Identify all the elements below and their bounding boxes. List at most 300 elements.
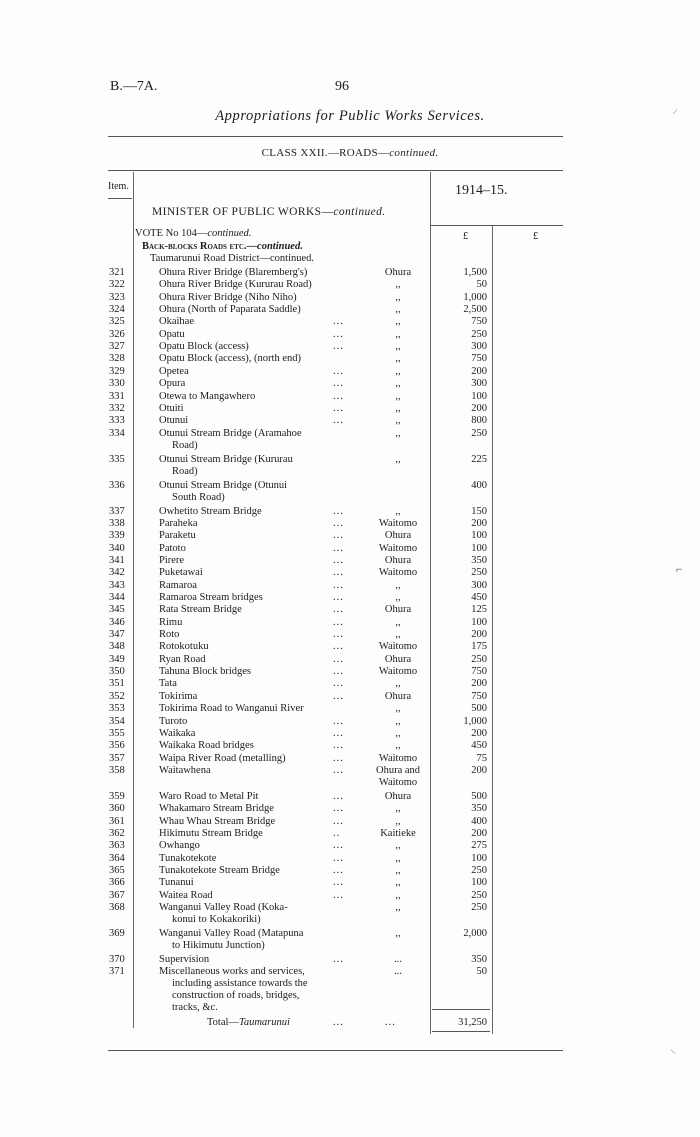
item-number: 321 bbox=[109, 267, 125, 278]
electorate: ,, bbox=[395, 852, 401, 864]
amount: 200 bbox=[471, 764, 487, 776]
item-name: Paraheka bbox=[159, 517, 198, 529]
leader-dots: ... bbox=[333, 666, 344, 678]
table-row bbox=[0, 506, 700, 518]
leader-dots: ... bbox=[333, 690, 344, 702]
electorate: ,, bbox=[395, 928, 401, 940]
amount: 200 bbox=[471, 827, 487, 839]
amount: 300 bbox=[471, 579, 487, 591]
table-row bbox=[0, 617, 700, 629]
electorate: ,, bbox=[395, 328, 401, 340]
amount: 100 bbox=[471, 616, 487, 628]
leader-dots: ... bbox=[333, 803, 344, 815]
item-name: Owhetito Stream Bridge bbox=[159, 505, 262, 517]
amount: 225 bbox=[471, 453, 487, 465]
amount: 75 bbox=[476, 752, 487, 764]
item-name: Ohura River Bridge (Blaremberg's) bbox=[159, 267, 308, 278]
electorate: Waitomo bbox=[378, 567, 418, 579]
header-rule bbox=[108, 136, 563, 137]
item-name-continued: construction of roads, bridges, bbox=[172, 990, 300, 1002]
table-row bbox=[0, 966, 700, 978]
item-name: Waikaka bbox=[159, 727, 196, 739]
amount: 275 bbox=[471, 840, 487, 852]
table-row bbox=[0, 716, 700, 728]
electorate: ,, bbox=[395, 592, 401, 603]
item-number: 371 bbox=[109, 966, 125, 978]
table-row bbox=[0, 567, 700, 579]
electorate: ,, bbox=[395, 415, 401, 427]
table-row bbox=[0, 316, 700, 328]
item-name: Ohura (North of Paparata Saddle) bbox=[159, 304, 301, 316]
electorate: Ohura bbox=[384, 267, 412, 278]
item-name: Tata bbox=[159, 678, 177, 690]
item-number: 370 bbox=[109, 954, 125, 966]
table-row bbox=[0, 803, 700, 815]
item-name: Opatu Block (access) bbox=[159, 341, 249, 353]
electorate: Kaitieke bbox=[380, 827, 416, 839]
electorate: ,, bbox=[395, 727, 401, 739]
leader-dots: .. bbox=[333, 827, 341, 839]
amount: 750 bbox=[471, 353, 487, 365]
amount: 200 bbox=[471, 678, 487, 690]
item-number: 342 bbox=[109, 567, 125, 579]
leader-dots: ... bbox=[333, 852, 344, 864]
item-number: 364 bbox=[109, 852, 125, 864]
table-row bbox=[0, 366, 700, 378]
item-number: 359 bbox=[109, 790, 125, 802]
class-title: CLASS XXII.—ROADS—continued. bbox=[261, 147, 439, 159]
item-name: Rotokotuku bbox=[159, 641, 209, 653]
table-row bbox=[0, 791, 700, 803]
amount: 350 bbox=[471, 554, 487, 566]
item-name: Owhango bbox=[159, 840, 200, 852]
amount: 1,000 bbox=[463, 715, 487, 727]
amount: 2,500 bbox=[463, 304, 487, 316]
amount: 100 bbox=[471, 390, 487, 402]
leader-dots: ... bbox=[333, 877, 344, 889]
item-number: 362 bbox=[109, 827, 125, 839]
table-top-rule bbox=[108, 170, 563, 171]
amount: 250 bbox=[471, 328, 487, 340]
leader-dots: ... bbox=[333, 815, 344, 827]
item-number: 345 bbox=[109, 604, 125, 616]
total-underline bbox=[432, 1031, 490, 1032]
item-name: Supervision bbox=[159, 954, 210, 966]
electorate: ,, bbox=[395, 279, 401, 291]
document-code: B.—7A. bbox=[110, 79, 158, 94]
total-dots: ... bbox=[333, 1017, 344, 1028]
item-name: Otunui bbox=[159, 415, 189, 427]
electorate: ,, bbox=[395, 740, 401, 752]
table-row bbox=[0, 403, 700, 415]
currency-symbol-2: £ bbox=[533, 231, 539, 242]
item-number: 322 bbox=[109, 279, 125, 291]
electorate: ,, bbox=[395, 353, 401, 365]
table-row bbox=[0, 341, 700, 353]
amount: 500 bbox=[471, 703, 487, 715]
item-column-header: Item. bbox=[108, 181, 129, 192]
item-name: Hikimutu Stream Bridge bbox=[159, 827, 263, 839]
item-name: Waitea Road bbox=[159, 889, 213, 901]
leader-dots: ... bbox=[333, 542, 344, 554]
table-row bbox=[0, 703, 700, 715]
table-row bbox=[0, 641, 700, 653]
item-name-continued: tracks, &c. bbox=[172, 1002, 218, 1014]
electorate: ,, bbox=[395, 291, 401, 303]
amount: 300 bbox=[471, 341, 487, 353]
table-row bbox=[0, 428, 700, 440]
item-number: 348 bbox=[109, 641, 125, 653]
item-name: Ryan Road bbox=[159, 653, 206, 665]
amount: 175 bbox=[471, 641, 487, 653]
item-name: Tokirima bbox=[159, 690, 198, 702]
amount: 250 bbox=[471, 865, 487, 876]
item-name: Roto bbox=[159, 629, 180, 641]
leader-dots: ... bbox=[333, 740, 344, 752]
item-name: Tunakotekote bbox=[159, 852, 217, 864]
item-name: Otewa to Mangawhero bbox=[159, 390, 256, 402]
table-row bbox=[0, 840, 700, 852]
amount: 100 bbox=[471, 877, 487, 889]
item-name: Opetea bbox=[159, 365, 189, 377]
page-title: Appropriations for Public Works Services. bbox=[215, 108, 485, 124]
table-row bbox=[0, 329, 700, 341]
table-row bbox=[0, 454, 700, 466]
electorate: Waitomo bbox=[378, 752, 418, 764]
item-number: 324 bbox=[109, 304, 125, 316]
table-row bbox=[0, 267, 700, 279]
electorate: ,, bbox=[395, 316, 401, 328]
leader-dots: ... bbox=[333, 678, 344, 690]
leader-dots: ... bbox=[333, 567, 344, 579]
table-row bbox=[0, 728, 700, 740]
item-number: 357 bbox=[109, 752, 125, 764]
electorate: Ohura bbox=[384, 690, 412, 702]
electorate: Ohura and bbox=[375, 764, 421, 776]
leader-dots: ... bbox=[333, 579, 344, 591]
item-number: 343 bbox=[109, 579, 125, 591]
amount: 250 bbox=[471, 653, 487, 665]
table-row bbox=[0, 353, 700, 365]
amount: 200 bbox=[471, 629, 487, 641]
item-name: Waro Road to Metal Pit bbox=[159, 790, 259, 802]
item-name: Ohura River Bridge (Kururau Road) bbox=[159, 279, 312, 291]
item-number: 340 bbox=[109, 542, 125, 554]
amount: 200 bbox=[471, 365, 487, 377]
item-number: 358 bbox=[109, 764, 125, 776]
item-number: 363 bbox=[109, 840, 125, 852]
electorate: ,, bbox=[395, 505, 401, 517]
electorate: Waitomo bbox=[378, 542, 418, 554]
electorate: ,, bbox=[395, 579, 401, 591]
electorate: ,, bbox=[395, 678, 401, 690]
item-number: 354 bbox=[109, 715, 125, 727]
table-row bbox=[0, 877, 700, 889]
table-row bbox=[0, 518, 700, 530]
electorate: Waitomo bbox=[378, 666, 418, 678]
leader-dots: ... bbox=[333, 865, 344, 876]
item-number: 355 bbox=[109, 727, 125, 739]
table-row bbox=[0, 828, 700, 840]
item-number: 366 bbox=[109, 877, 125, 889]
table-row bbox=[0, 666, 700, 678]
item-number: 347 bbox=[109, 629, 125, 641]
item-number: 346 bbox=[109, 616, 125, 628]
table-row bbox=[0, 415, 700, 427]
table-row bbox=[0, 865, 700, 877]
leader-dots: ... bbox=[333, 840, 344, 852]
leader-dots: ... bbox=[333, 764, 344, 776]
electorate: ,, bbox=[395, 453, 401, 465]
leader-dots: ... bbox=[333, 505, 344, 517]
leader-dots: ... bbox=[333, 554, 344, 566]
item-name: Otunui Stream Bridge (Otunui bbox=[159, 479, 288, 491]
table-row bbox=[0, 890, 700, 902]
item-name: Wanganui Valley Road (Matapuna bbox=[159, 928, 304, 940]
total-rule bbox=[432, 1009, 490, 1010]
amount: 1,500 bbox=[463, 267, 487, 278]
amount: 750 bbox=[471, 666, 487, 678]
page-number: 96 bbox=[335, 79, 349, 94]
electorate: ,, bbox=[395, 703, 401, 715]
leader-dots: ... bbox=[333, 530, 344, 542]
item-name: Puketawai bbox=[159, 567, 203, 579]
electorate: ,, bbox=[395, 877, 401, 889]
amount: 350 bbox=[471, 954, 487, 966]
amount: 500 bbox=[471, 790, 487, 802]
item-name: Ramaroa Stream bridges bbox=[159, 592, 263, 603]
leader-dots: ... bbox=[333, 316, 344, 328]
item-number: 336 bbox=[109, 479, 125, 491]
amount: 200 bbox=[471, 517, 487, 529]
total-dots: ... bbox=[385, 1017, 396, 1028]
item-name-continued: Road) bbox=[172, 465, 198, 477]
item-number: 339 bbox=[109, 530, 125, 542]
item-name: Otunui Stream Bridge (Aramahoe bbox=[159, 427, 302, 439]
item-number: 367 bbox=[109, 889, 125, 901]
amount: 400 bbox=[471, 479, 487, 491]
table-row bbox=[0, 530, 700, 542]
item-number: 351 bbox=[109, 678, 125, 690]
table-row bbox=[0, 816, 700, 828]
amount: 100 bbox=[471, 530, 487, 542]
item-number: 337 bbox=[109, 505, 125, 517]
amount: 750 bbox=[471, 690, 487, 702]
electorate: ,, bbox=[395, 378, 401, 390]
table-row bbox=[0, 543, 700, 555]
item-number: 331 bbox=[109, 390, 125, 402]
item-name-continued: to Hikimutu Junction) bbox=[172, 940, 265, 952]
amount: 50 bbox=[476, 966, 487, 978]
amount: 50 bbox=[476, 279, 487, 291]
table-row bbox=[0, 555, 700, 567]
leader-dots: ... bbox=[333, 715, 344, 727]
item-number: 333 bbox=[109, 415, 125, 427]
item-name: Waitawhena bbox=[159, 764, 211, 776]
electorate: Ohura bbox=[384, 653, 412, 665]
item-number: 349 bbox=[109, 653, 125, 665]
table-row bbox=[0, 391, 700, 403]
currency-symbol-1: £ bbox=[463, 231, 469, 242]
margin-mark: ⸝ bbox=[672, 102, 679, 116]
item-number: 330 bbox=[109, 378, 125, 390]
leader-dots: ... bbox=[333, 629, 344, 641]
table-row bbox=[0, 902, 700, 914]
item-name: Rata Stream Bridge bbox=[159, 604, 242, 616]
item-name: Ohura River Bridge (Niho Niho) bbox=[159, 291, 297, 303]
item-name: Patoto bbox=[159, 542, 186, 554]
table-row bbox=[0, 740, 700, 752]
item-number: 361 bbox=[109, 815, 125, 827]
item-name: Turoto bbox=[159, 715, 188, 727]
electorate-continued: Waitomo bbox=[378, 776, 418, 788]
electorate: Ohura bbox=[384, 790, 412, 802]
electorate: Waitomo bbox=[378, 517, 418, 529]
amount: 750 bbox=[471, 316, 487, 328]
item-number: 334 bbox=[109, 427, 125, 439]
amount: 1,000 bbox=[463, 291, 487, 303]
item-number: 332 bbox=[109, 402, 125, 414]
total-label: Total—Taumarunui bbox=[207, 1017, 290, 1028]
electorate: ,, bbox=[395, 390, 401, 402]
electorate: ,, bbox=[395, 365, 401, 377]
item-name: Opatu Block (access), (north end) bbox=[159, 353, 301, 365]
item-number: 369 bbox=[109, 928, 125, 940]
item-name: Tunanui bbox=[159, 877, 194, 889]
vote-heading: VOTE No 104—continued. bbox=[135, 228, 252, 239]
ministry-heading: MINISTER OF PUBLIC WORKS—continued. bbox=[152, 206, 386, 218]
year-header: 1914–15. bbox=[455, 183, 508, 198]
amount: 100 bbox=[471, 542, 487, 554]
item-number: 326 bbox=[109, 328, 125, 340]
leader-dots: ... bbox=[333, 954, 344, 966]
table-row bbox=[0, 480, 700, 492]
table-row bbox=[0, 292, 700, 304]
item-number: 329 bbox=[109, 365, 125, 377]
amount: 2,000 bbox=[463, 928, 487, 940]
leader-dots: ... bbox=[333, 727, 344, 739]
table-row bbox=[0, 378, 700, 390]
electorate: ,, bbox=[395, 629, 401, 641]
amount: 150 bbox=[471, 505, 487, 517]
amount: 200 bbox=[471, 727, 487, 739]
item-name: Miscellaneous works and services, bbox=[159, 966, 305, 978]
table-row bbox=[0, 604, 700, 616]
amount: 200 bbox=[471, 402, 487, 414]
item-name: Ramaroa bbox=[159, 579, 197, 591]
amount: 450 bbox=[471, 592, 487, 603]
leader-dots: ... bbox=[333, 341, 344, 353]
leader-dots: ... bbox=[333, 592, 344, 603]
electorate: ,, bbox=[395, 304, 401, 316]
electorate: ,, bbox=[395, 715, 401, 727]
item-name: Rimu bbox=[159, 616, 183, 628]
amount: 300 bbox=[471, 378, 487, 390]
item-name: Tokirima Road to Wanganui River bbox=[159, 703, 304, 715]
item-name: Otunui Stream Bridge (Kururau bbox=[159, 453, 293, 465]
electorate: ... bbox=[394, 966, 402, 978]
electorate: Ohura bbox=[384, 604, 412, 616]
item-number: 365 bbox=[109, 865, 125, 876]
table-row bbox=[0, 765, 700, 777]
amount: 350 bbox=[471, 803, 487, 815]
table-row bbox=[0, 678, 700, 690]
item-number: 323 bbox=[109, 291, 125, 303]
item-number: 352 bbox=[109, 690, 125, 702]
item-name: Otuiti bbox=[159, 402, 184, 414]
table-row bbox=[0, 928, 700, 940]
item-number: 360 bbox=[109, 803, 125, 815]
amount: 250 bbox=[471, 567, 487, 579]
electorate: ,, bbox=[395, 616, 401, 628]
item-name-continued: konui to Kokakoriki) bbox=[172, 914, 261, 926]
electorate: ,, bbox=[395, 341, 401, 353]
item-number: 353 bbox=[109, 703, 125, 715]
item-number: 335 bbox=[109, 453, 125, 465]
item-number: 341 bbox=[109, 554, 125, 566]
item-name: Pirere bbox=[159, 554, 185, 566]
electorate: Waitomo bbox=[378, 641, 418, 653]
footer-rule bbox=[108, 1050, 563, 1051]
leader-dots: ... bbox=[333, 390, 344, 402]
item-name-continued: Road) bbox=[172, 439, 198, 451]
amount: 250 bbox=[471, 902, 487, 914]
leader-dots: ... bbox=[333, 641, 344, 653]
item-name: Waipa River Road (metalling) bbox=[159, 752, 286, 764]
table-row bbox=[0, 279, 700, 291]
leader-dots: ... bbox=[333, 378, 344, 390]
item-number: 356 bbox=[109, 740, 125, 752]
table-row bbox=[0, 691, 700, 703]
total-amount: 31,250 bbox=[458, 1017, 487, 1028]
item-underline bbox=[108, 198, 132, 199]
leader-dots: ... bbox=[333, 889, 344, 901]
amount: 125 bbox=[471, 604, 487, 616]
item-name: Paraketu bbox=[159, 530, 196, 542]
item-name: Opatu bbox=[159, 328, 185, 340]
leader-dots: ... bbox=[333, 604, 344, 616]
leader-dots: ... bbox=[333, 517, 344, 529]
electorate: ,, bbox=[395, 902, 401, 914]
leader-dots: ... bbox=[333, 653, 344, 665]
item-name: Waikaka Road bridges bbox=[159, 740, 254, 752]
item-name: Wanganui Valley Road (Koka- bbox=[159, 902, 288, 914]
electorate: ,, bbox=[395, 889, 401, 901]
electorate: ... bbox=[394, 954, 402, 966]
item-number: 328 bbox=[109, 353, 125, 365]
leader-dots: ... bbox=[333, 616, 344, 628]
leader-dots: ... bbox=[333, 365, 344, 377]
electorate: ,, bbox=[395, 865, 401, 876]
year-underline bbox=[430, 225, 563, 226]
item-name: Whakamaro Stream Bridge bbox=[159, 803, 274, 815]
item-name-continued: South Road) bbox=[172, 491, 225, 503]
item-name-continued: including assistance towards the bbox=[172, 978, 308, 990]
item-name: Whau Whau Stream Bridge bbox=[159, 815, 276, 827]
amount: 800 bbox=[471, 415, 487, 427]
leader-dots: ... bbox=[333, 790, 344, 802]
amount: 450 bbox=[471, 740, 487, 752]
leader-dots: ... bbox=[333, 402, 344, 414]
district-heading: Taumarunui Road District—continued. bbox=[150, 253, 315, 264]
electorate: ,, bbox=[395, 402, 401, 414]
table-row bbox=[0, 853, 700, 865]
amount: 400 bbox=[471, 815, 487, 827]
section-heading: Back-blocks Roads etc.—continued. bbox=[142, 241, 303, 252]
electorate: ,, bbox=[395, 803, 401, 815]
item-number: 338 bbox=[109, 517, 125, 529]
margin-mark: ⸜ bbox=[670, 1042, 677, 1056]
